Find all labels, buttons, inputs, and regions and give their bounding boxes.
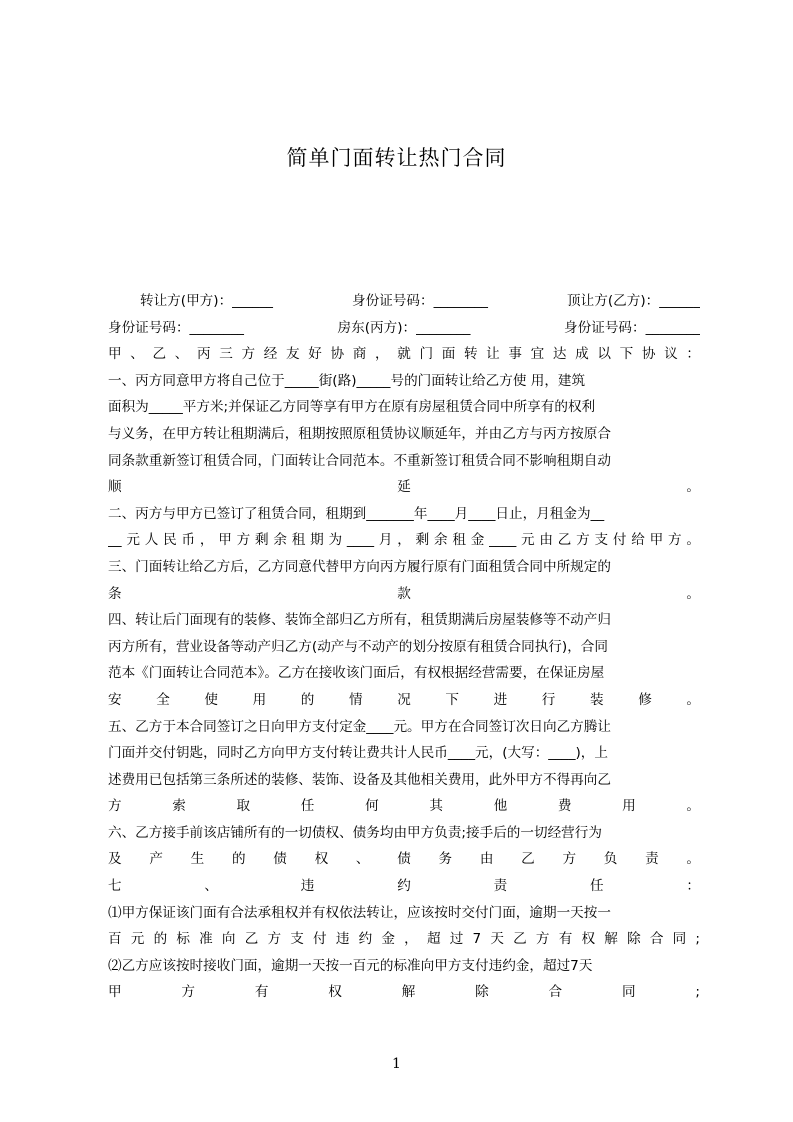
- text-line: 甲方有权解除合同;: [108, 984, 700, 1001]
- id-number-field: 身份证号码：________: [352, 293, 488, 309]
- transferee-field: 顶让方(乙方)：______: [567, 293, 700, 309]
- text-line: 与义务，在甲方转让租期满后，租期按照原租赁协议顺延年，并由乙方与丙方按原合: [108, 425, 611, 442]
- party-row-1: [108, 288, 700, 315]
- text-line: 二、丙方与甲方已签订了租赁合同，租期到_______年____月____日止，月租金为__: [108, 505, 605, 522]
- text-line: 三、门面转让给乙方后，乙方同意代替甲方向丙方履行原有门面租赁合同中所规定的: [108, 558, 611, 575]
- text-line: 安全使用的情况下进行装修。: [108, 691, 700, 708]
- page-number: 1: [392, 1056, 401, 1072]
- text-line: 甲、乙、丙三方经友好协商，就门面转让事宜达成以下协议：: [108, 346, 700, 363]
- text-line: 顺 延 。: [108, 479, 700, 496]
- text-line: 方索取任何其他费用。: [108, 798, 700, 815]
- id-number-field: 身份证号码：________: [564, 319, 700, 336]
- page-title: 简单门面转让热门合同: [286, 146, 507, 170]
- text-line: 门面并交付钥匙，同时乙方向甲方支付转让费共计人民币____元，(大写：____)，上: [108, 745, 608, 762]
- text-line: 五、乙方于本合同签订之日向甲方支付定金____元。甲方在合同签订次日向乙方腾让: [108, 718, 611, 735]
- text-line: 丙方所有，营业设备等动产归乙方(动产与不动产的划分按原有租赁合同执行)，合同: [108, 638, 608, 655]
- text-line: 六、乙方接手前该店铺所有的一切债权、债务均由甲方负责;接手后的一切经营行为: [108, 824, 602, 841]
- text-line: 一、丙方同意甲方将自己位于_____街(路)_____号的门面转让给乙方使 用，建筑: [108, 372, 586, 389]
- text-line: 面积为_____平方米;并保证乙方同等享有甲方在原有房屋租赁合同中所享有的权利: [108, 399, 596, 416]
- id-number-field: 身份证号码：________: [108, 319, 244, 336]
- text-line: 范本《门面转让合同范本》。乙方在接收该门面后，有权根据经营需要，在保证房屋: [108, 665, 605, 682]
- transferor-field: 转让方(甲方)：______: [140, 293, 273, 309]
- text-line: ⑴甲方保证该门面有合法承租权并有权依法转让，应该按时交付门面，逾期一天按一: [108, 904, 611, 921]
- text-line: 及产生的债权、债务由乙方负责。: [108, 851, 700, 868]
- section-heading: 七、违约责任：: [108, 878, 700, 895]
- text-line: ⑵乙方应该按时接收门面，逾期一天按一百元的标准向甲方支付违约金，超过7天: [108, 957, 593, 974]
- party-row-2: [108, 315, 700, 342]
- text-line: 同条款重新签订租赁合同，门面转让合同范本。不重新签订租赁合同不影响租期自动: [108, 452, 611, 469]
- contract-body: [108, 288, 700, 1006]
- landlord-field: 房东(丙方)：________: [337, 319, 471, 336]
- text-line: __元人民币，甲方剩余租期为____月，剩余租金____元由乙方支付给甲方。: [108, 532, 700, 549]
- text-line: 条 款 。: [108, 585, 700, 602]
- text-line: 述费用已包括第三条所述的装修、装饰、设备及其他相关费用，此外甲方不得再向乙: [108, 771, 611, 788]
- text-line: 百元的标准向乙方支付违约金，超过7天乙方有权解除合同;: [108, 931, 700, 948]
- text-line: 四、转让后门面现有的装修、装饰全部归乙方所有，租赁期满后房屋装修等不动产归: [108, 612, 611, 629]
